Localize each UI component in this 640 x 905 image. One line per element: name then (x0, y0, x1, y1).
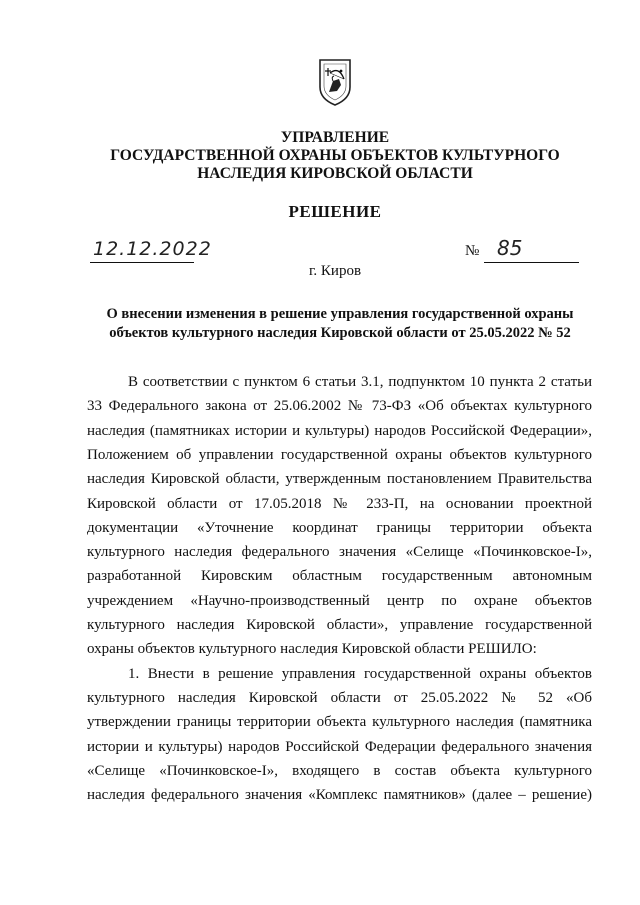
city-name: г. Киров (308, 263, 362, 279)
number-label: № (465, 243, 480, 259)
document-date: 12.12.2022 (93, 238, 212, 260)
body-line: учреждением «Научно-производственный центр по охране объектов (87, 592, 592, 609)
body-line: 33 Федерального закона от 25.06.2002 № 73-ФЗ «Об объектах культурного (87, 398, 592, 415)
organization-name-line3: НАСЛЕДИЯ КИРОВСКОЙ ОБЛАСТИ (197, 165, 473, 182)
organization-name-line2: ГОСУДАРСТВЕННОЙ ОХРАНЫ ОБЪЕКТОВ КУЛЬТУРНОГО (110, 147, 560, 164)
body-line: наследия (памятниках истории и культуры) народов Российской Федерации», (87, 422, 592, 439)
body-line: 1. Внести в решение управления государственной охраны объектов (128, 665, 592, 682)
body-line: документации «Уточнение координат границы территории объекта (87, 519, 592, 536)
body-line: наследия федерального значения «Комплекс памятников» (далее – решение) (87, 787, 592, 804)
body-line: утверждении границы территории объекта культурного наследия (памятника (87, 714, 592, 731)
body-line: наследия Кировской области, утвержденным постановлением Правительства (87, 471, 592, 488)
organization-name-line1: УПРАВЛЕНИЕ (280, 129, 390, 146)
body-line: «Селище «Починковское-I», входящего в состав объекта культурного (87, 762, 592, 779)
body-line: культурного наследия Кировской области», управление государственной (87, 617, 592, 633)
body-line: В соответствии с пунктом 6 статьи 3.1, подпунктом 10 пункта 2 статьи (128, 374, 592, 390)
subject-line2: объектов культурного наследия Кировской области от 25.05.2022 № 52 (109, 325, 571, 341)
body-line: разработанной Кировским областным государственным автономным (87, 568, 592, 585)
body-line: охраны объектов культурного наследия Кировской области РЕШИЛО: (87, 641, 537, 658)
document-number: 85 (497, 236, 523, 260)
body-line: культурного наследия федерального значения «Селище «Починковское-I», (87, 544, 592, 561)
document-type-title: РЕШЕНИЕ (288, 202, 382, 221)
body-line: Кировской области от 17.05.2018 № 233-П, на основании проектной (87, 495, 592, 512)
body-line: истории и культуры) народов Российской Федерации федерального значения (87, 738, 592, 755)
kirov-coat-of-arms-icon (317, 57, 353, 107)
body-line: Положением об управлении государственной охраны объектов культурного (87, 446, 592, 463)
body-line: культурного наследия Кировской области от 25.05.2022 № 52 «Об (87, 689, 592, 706)
subject-line1: О внесении изменения в решение управления государственной охраны (106, 306, 574, 322)
